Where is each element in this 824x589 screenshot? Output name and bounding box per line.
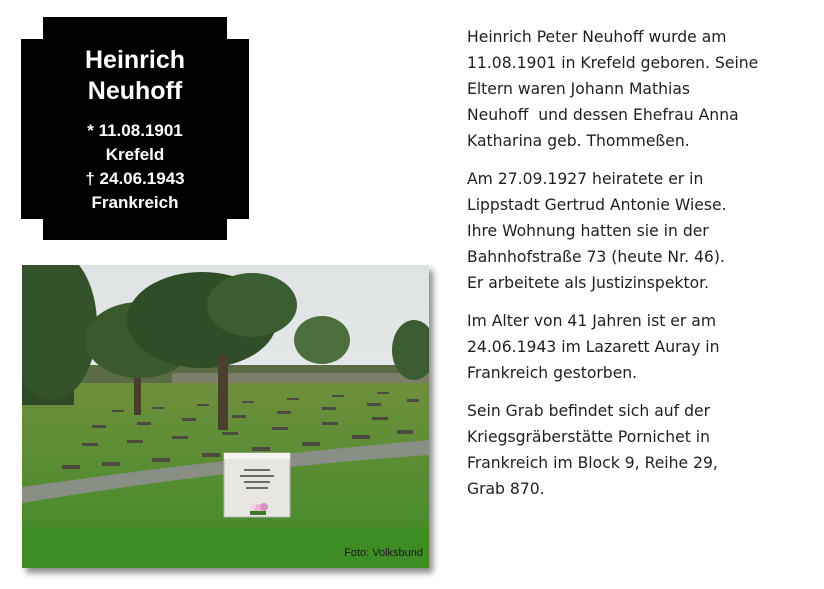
plaque-text bbox=[21, 17, 249, 240]
plaque-name-last: Neuhoff bbox=[87, 77, 183, 105]
bio-line: Im Alter von 41 Jahren ist er am bbox=[467, 312, 717, 330]
bio-paragraph-birth bbox=[467, 24, 807, 154]
plaque-birth-place: Krefeld bbox=[105, 145, 165, 164]
bio-line: Kriegsgräberstätte Pornichet in bbox=[467, 428, 711, 446]
bio-line: 11.08.1901 in Krefeld geboren. Seine bbox=[467, 54, 759, 72]
bio-paragraph-marriage bbox=[467, 166, 807, 296]
plaque-name bbox=[21, 45, 249, 107]
bio-line: Grab 870. bbox=[467, 480, 545, 498]
bio-line: Neuhoff und dessen Ehefrau Anna bbox=[467, 106, 739, 124]
bio-line: Am 27.09.1927 heiratete er in bbox=[467, 170, 704, 188]
plaque-name-first: Heinrich bbox=[84, 46, 186, 74]
bio-line: Katharina geb. Thommeßen. bbox=[467, 132, 690, 150]
cemetery-photo bbox=[22, 265, 429, 568]
bio-line: Bahnhofstraße 73 (heute Nr. 46). bbox=[467, 248, 725, 266]
bio-line: Ihre Wohnung hatten sie in der bbox=[467, 222, 709, 240]
bio-line: Eltern waren Johann Mathias bbox=[467, 80, 691, 98]
memorial-plaque bbox=[21, 17, 249, 240]
plaque-dates bbox=[21, 119, 249, 215]
photo-credit: Foto: Volksbund bbox=[344, 547, 423, 559]
bio-line: Frankreich gestorben. bbox=[467, 364, 638, 382]
bio-line: Sein Grab befindet sich auf der bbox=[467, 402, 710, 420]
plaque-death-date: † 24.06.1943 bbox=[85, 169, 185, 188]
plaque-birth-date: * 11.08.1901 bbox=[87, 121, 183, 140]
bio-line: Lippstadt Gertrud Antonie Wiese. bbox=[467, 196, 727, 214]
bio-line: 24.06.1943 im Lazarett Auray in bbox=[467, 338, 720, 356]
bio-line: Frankreich im Block 9, Reihe 29, bbox=[467, 454, 718, 472]
bio-paragraph-death bbox=[467, 308, 807, 386]
plaque-death-place: Frankreich bbox=[91, 193, 179, 212]
bio-line: Er arbeitete als Justizinspektor. bbox=[467, 274, 710, 292]
biography-text bbox=[467, 24, 807, 502]
bio-paragraph-grave bbox=[467, 398, 807, 502]
bio-line: Heinrich Peter Neuhoff wurde am bbox=[467, 28, 727, 46]
cemetery-illustration bbox=[22, 265, 429, 568]
